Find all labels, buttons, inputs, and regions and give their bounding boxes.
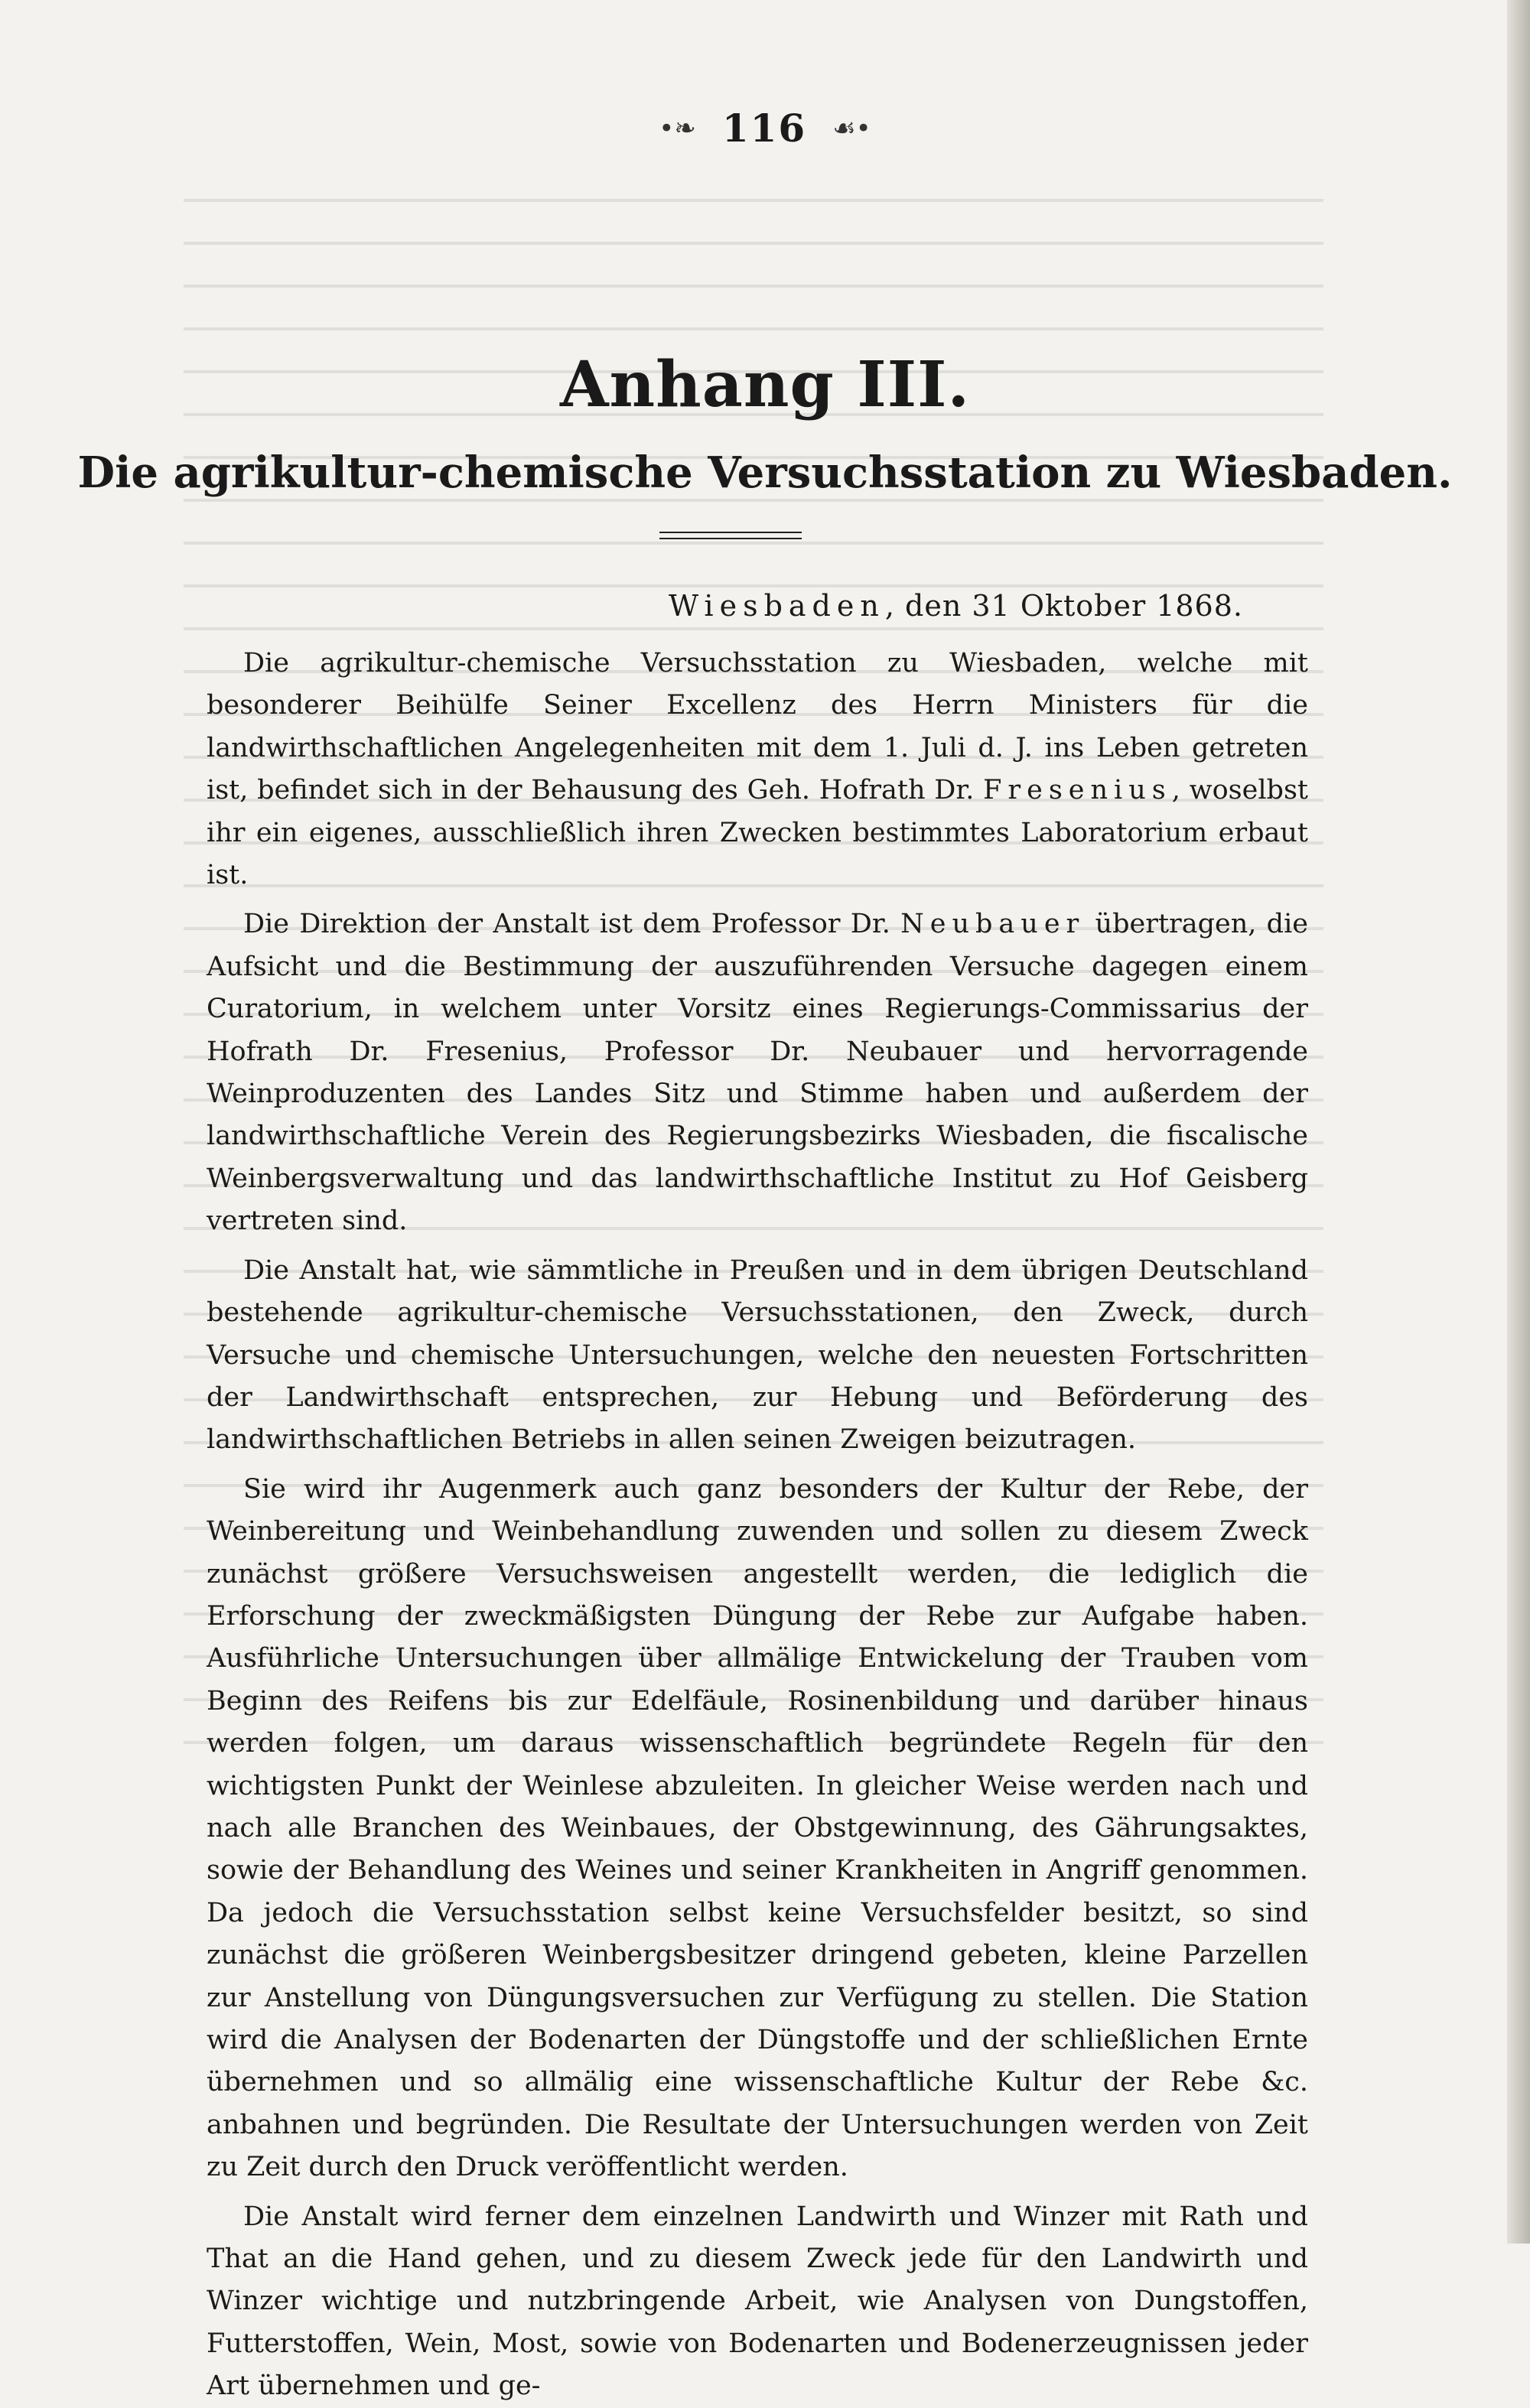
paragraph-text: , woselbst ihr ein eigenes, ausschließlich ihren Zwecken bestimmtes Laboratorium erbaut ist. — [207, 775, 1308, 891]
ornament-left-icon: •❧ — [659, 112, 696, 144]
dateline — [669, 589, 1243, 623]
title-divider — [659, 532, 802, 539]
page-subtitle: Die agrikultur-chemische Versuchsstation zu Wiesbaden. — [77, 447, 1453, 498]
page-header — [0, 106, 1530, 151]
spaced-name: Neubauer — [900, 909, 1086, 940]
body-text — [207, 643, 1308, 2408]
paragraph: Die Anstalt wird ferner dem einzelnen Landwirth und Winzer mit Rath und That an die Hand gehen, und zu diesem Zweck jede für den Landwirth und Winzer wichtige und nutzbringende Arbeit, wie Analysen von Dungstoffen, Futterstoffen, Wein, Most, sowie von Bodenarten und Bodenerzeugnissen jeder Art übernehmen und ge- — [207, 2201, 1308, 2402]
page-number: 116 — [721, 106, 807, 151]
paragraph — [207, 903, 1308, 1242]
paragraph: Sie wird ihr Augenmerk auch ganz besonders der Kultur der Rebe, der Weinbereitung und Weinbehandlung zuwenden und sollen zu diesem Zweck zunächst größere Versuchsweisen angestellt werden, die lediglich die Erforschung der zweckmäßigsten Düngung der Rebe zur Aufgabe haben. Ausführliche Untersuchungen über allmälige Entwickelung der Trauben vom Beginn des Reifens bis zur Edelfäule, Rosinenbildung und darüber hinaus werden folgen, um daraus wissenschaftlich begründete Regeln für den wichtigsten Punkt der Weinlese abzuleiten. In gleicher Weise werden nach und nach alle Branchen des Weinbaues, der Obstgewinnung, des Gährungsaktes, sowie der Behandlung des Weines und seiner Krankheiten in Angriff genommen. Da jedoch die Versuchsstation selbst keine Versuchsfelder besitzt, so sind zunächst die größeren Weinbergsbesitzer dringend gebeten, kleine Parzellen zur Anstellung von Düngungsversuchen zur Verfügung zu stellen. Die Station wird die Analysen der Bodenarten der Düngstoffe und der schließlichen Ernte übernehmen und so allmälig eine wissenschaftliche Kultur der Rebe &c. anbahnen und begründen. Die Resultate der Untersuchungen werden von Zeit zu Zeit durch den Druck veröffentlicht werden. — [207, 1473, 1308, 2183]
ornament-right-icon: ☙• — [832, 112, 871, 144]
paragraph-text: Die Direktion der Anstalt ist dem Professor Dr. — [243, 909, 901, 940]
paragraph — [207, 643, 1308, 896]
dateline-place: Wiesbaden — [669, 589, 885, 623]
page-title: Anhang III. — [559, 348, 971, 421]
paragraph: Die Anstalt hat, wie sämmtliche in Preußen und in dem übrigen Deutschland bestehende agrikultur-chemische Versuchsstationen, den Zweck, durch Versuche und chemische Untersuchungen, welche den neuesten Fortschritten der Landwirthschaft entsprechen, zur Hebung und Beförderung des landwirthschaftlichen Betriebs in allen seinen Zweigen beizutragen. — [207, 1254, 1308, 1456]
page-edge-shadow — [1507, 0, 1530, 2244]
spaced-name: Fresenius — [983, 775, 1172, 806]
paragraph-text: übertragen, die Aufsicht und die Bestimmung der auszuführenden Versuche dagegen einem Curatorium, in welchem unter Vorsitz eines Regierungs-Commissarius der Hofrath Dr. Fresenius, Professor Dr. Neubauer und hervorragende Weinproduzenten des Landes Sitz und Stimme haben und außerdem der landwirthschaftliche Verein des Regierungsbezirks Wiesbaden, die fiscalische Weinbergsverwaltung und das landwirthschaftliche Institut zu Hof Geisberg vertreten sind. — [207, 909, 1308, 1237]
dateline-date: , den 31 Oktober 1868. — [884, 589, 1243, 623]
paragraph-text: Die agrikultur-chemische Versuchsstation zu Wiesbaden, welche mit besonderer Beihülfe Seiner Excellenz des Herrn Ministers für die landwirthschaftlichen Angelegenheiten mit dem 1. Juli d. J. ins Leben getreten ist, befindet sich in der Behausung des Geh. Hofrath Dr. — [207, 648, 1308, 806]
